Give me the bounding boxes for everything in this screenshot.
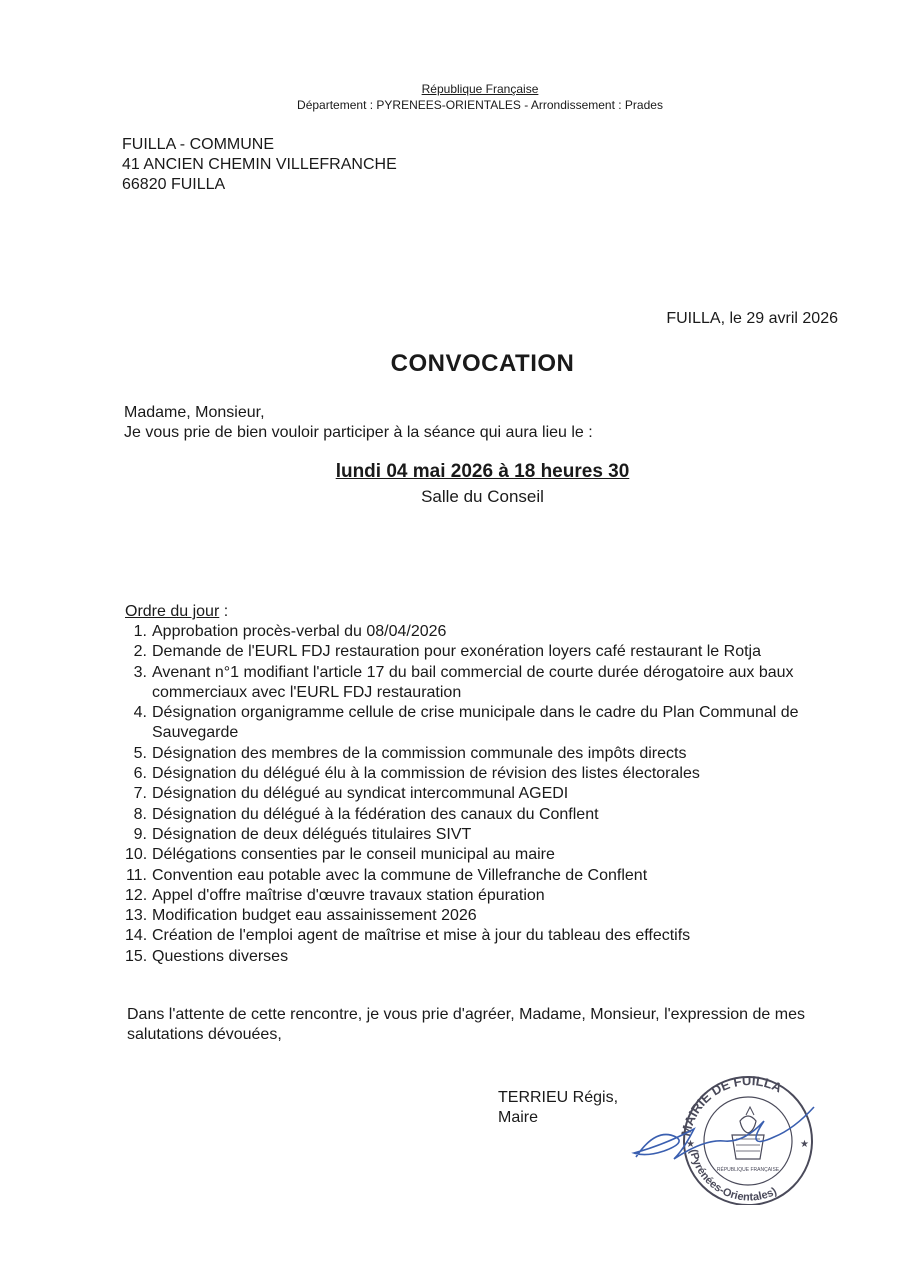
document-title: CONVOCATION xyxy=(390,350,575,377)
agenda-item-text: Désignation du délégué élu à la commission de révision des listes électorales xyxy=(152,765,700,783)
agenda-item xyxy=(125,784,845,804)
agenda-item-text: Désignation organigramme cellule de crise municipale dans le cadre du Plan Communal de Sauvegarde xyxy=(152,704,799,742)
salutation: Madame, Monsieur, xyxy=(124,404,265,421)
agenda-item-text: Désignation du délégué à la fédération des canaux du Conflent xyxy=(152,805,599,823)
signature-scribble xyxy=(634,1107,814,1159)
agenda-item-number: 4. xyxy=(133,704,147,722)
agenda-item xyxy=(125,866,845,886)
agenda-item-text: Désignation des membres de la commission communale des impôts directs xyxy=(152,744,687,762)
agenda-item-number: 13. xyxy=(125,907,148,925)
meeting-datetime: lundi 04 mai 2026 à 18 heures 30 xyxy=(335,461,630,482)
agenda-item-text: Avenant n°1 modifiant l'article 17 du bail commercial de courte durée dérogatoire aux baux commerciaux avec l'EURL FDJ restauration xyxy=(152,663,794,701)
republic-header: République Française xyxy=(421,82,539,96)
agenda-item xyxy=(125,845,845,865)
agenda-list xyxy=(125,622,845,967)
meeting-place: Salle du Conseil xyxy=(421,487,544,506)
agenda-item-number: 14. xyxy=(125,927,148,945)
agenda-item-text: Appel d'offre maîtrise d'œuvre travaux station épuration xyxy=(152,886,545,904)
agenda-item-text: Délégations consenties par le conseil municipal au maire xyxy=(152,846,555,864)
closing-text: Dans l'attente de cette rencontre, je vous prie d'agréer, Madame, Monsieur, l'expression de mes salutations dévouées, xyxy=(127,1006,805,1043)
agenda-item-number: 1. xyxy=(133,623,147,640)
agenda-item xyxy=(125,764,845,784)
stamp-star-left: ★ xyxy=(686,1139,695,1150)
agenda-item-text: Désignation de deux délégués titulaires SIVT xyxy=(152,825,472,843)
agenda-item-text: Questions diverses xyxy=(152,947,289,965)
agenda-item-number: 6. xyxy=(133,765,147,783)
sender-address xyxy=(122,135,397,195)
sender-line-2: 41 ANCIEN CHEMIN VILLEFRANCHE xyxy=(122,156,397,173)
signatory-name: TERRIEU Régis, xyxy=(498,1089,619,1106)
stamp-middle-text: RÉPUBLIQUE FRANÇAISE xyxy=(716,1167,780,1173)
agenda-item xyxy=(125,622,845,642)
signatory-role: Maire xyxy=(498,1109,539,1126)
agenda-item-text: Création de l'emploi agent de maîtrise et mise à jour du tableau des effectifs xyxy=(152,927,691,945)
agenda-item xyxy=(125,926,845,946)
invitation-text: Je vous prie de bien vouloir participer à la séance qui aura lieu le : xyxy=(124,424,593,441)
mairie-stamp xyxy=(628,1065,818,1205)
sender-line-3: 66820 FUILLA xyxy=(122,176,226,193)
agenda-item-number: 2. xyxy=(133,643,147,661)
agenda-item xyxy=(125,642,845,662)
department-line: Département : PYRENEES-ORIENTALES - Arrondissement : Prades xyxy=(297,98,663,112)
agenda-item-number: 5. xyxy=(133,744,147,762)
agenda-heading-suffix: : xyxy=(219,603,229,620)
stamp-top-text: MAIRIE DE FUILLA xyxy=(678,1072,785,1138)
agenda-item xyxy=(125,906,845,926)
agenda-item xyxy=(125,825,845,845)
stamp-star-right: ★ xyxy=(800,1139,809,1150)
agenda-item-text: Demande de l'EURL FDJ restauration pour exonération loyers café restaurant le Rotja xyxy=(152,643,761,661)
agenda-heading xyxy=(125,603,228,621)
agenda-item-number: 11. xyxy=(125,866,147,884)
sender-line-1: FUILLA - COMMUNE xyxy=(122,136,275,153)
date-line: FUILLA, le 29 avril 2026 xyxy=(666,310,838,327)
agenda-item xyxy=(125,744,845,764)
agenda-item-number: 12. xyxy=(125,886,148,904)
agenda-item-number: 7. xyxy=(133,785,147,803)
agenda-item xyxy=(125,805,845,825)
agenda-item-text: Convention eau potable avec la commune de Villefranche de Conflent xyxy=(152,866,648,884)
agenda-item xyxy=(125,947,845,967)
agenda-item-text: Approbation procès-verbal du 08/04/2026 xyxy=(152,623,447,640)
agenda-item-number: 9. xyxy=(133,825,147,843)
agenda-item-text: Modification budget eau assainissement 2026 xyxy=(152,907,477,925)
stamp-bottom-text: (Pyrénées-Orientales) xyxy=(687,1148,779,1204)
agenda-item-text: Désignation du délégué au syndicat intercommunal AGEDI xyxy=(152,785,569,803)
agenda-item-number: 10. xyxy=(125,846,148,864)
agenda-item xyxy=(125,886,845,906)
greeting xyxy=(124,403,593,443)
agenda-item xyxy=(125,703,845,744)
agenda-item xyxy=(125,663,845,704)
signatory xyxy=(498,1088,618,1128)
agenda-item-number: 3. xyxy=(133,663,147,681)
agenda-heading-label: Ordre du jour xyxy=(125,603,220,620)
agenda-item-number: 8. xyxy=(133,805,147,823)
agenda-item-number: 15. xyxy=(125,947,148,965)
